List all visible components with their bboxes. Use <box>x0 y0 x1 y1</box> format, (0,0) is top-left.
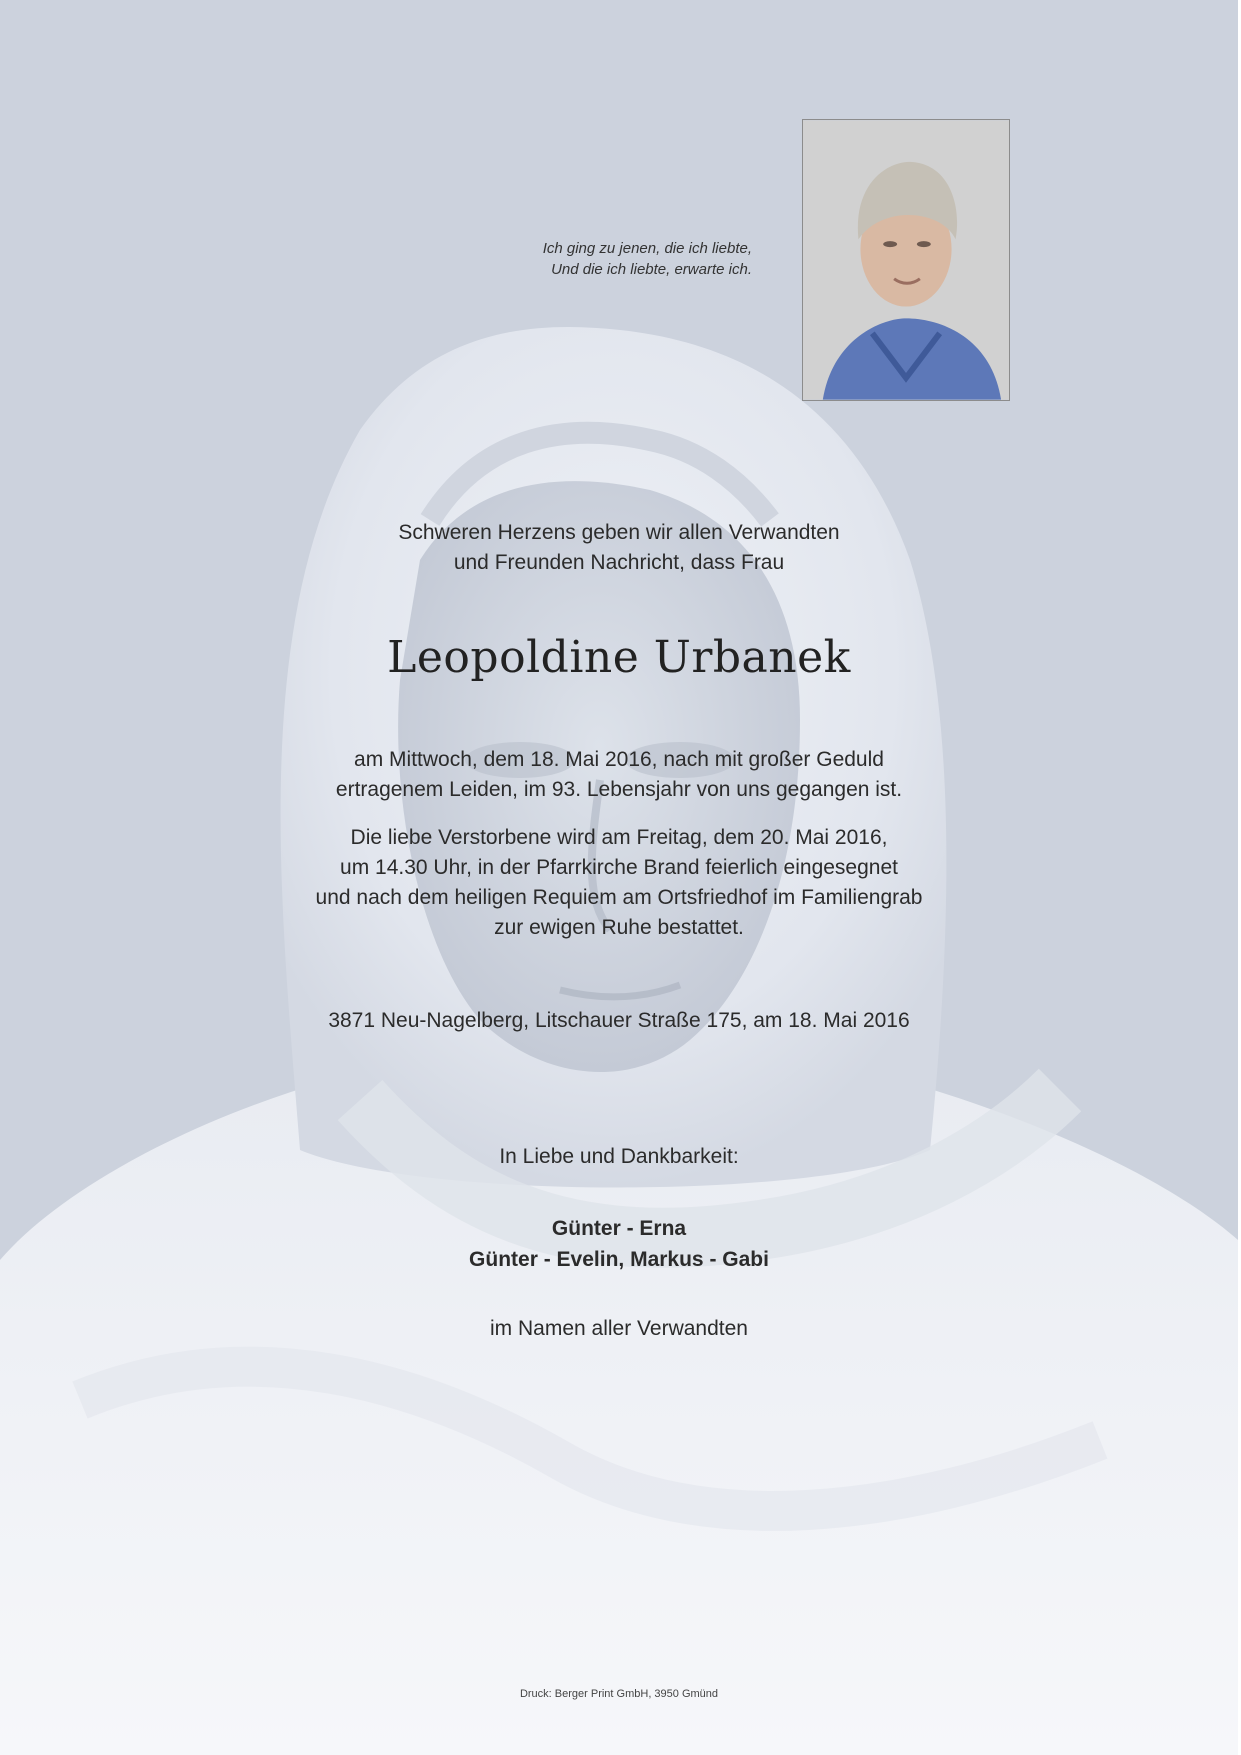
death-line-2: ertragenem Leiden, im 93. Lebensjahr von uns gegangen ist. <box>335 778 903 801</box>
funeral-line-3: und nach dem heiligen Requiem am Ortsfriedhof im Familiengrab <box>315 886 923 909</box>
intro-line-2: und Freunden Nachricht, dass Frau <box>453 551 785 574</box>
intro-line-1: Schweren Herzens geben wir allen Verwandten <box>398 521 840 544</box>
quote-line-2: Und die ich liebte, erwarte ich. <box>551 261 752 278</box>
place-date: 3871 Neu-Nagelberg, Litschauer Straße 175, am 18. Mai 2016 <box>328 1009 910 1032</box>
funeral-paragraph <box>0 823 1238 943</box>
mourners-line-2: Günter - Evelin, Markus - Gabi <box>469 1248 769 1271</box>
memorial-quote <box>470 238 752 280</box>
funeral-line-1: Die liebe Verstorbene wird am Freitag, dem 20. Mai 2016, <box>350 826 888 849</box>
funeral-line-4: zur ewigen Ruhe bestattet. <box>494 916 744 939</box>
death-paragraph <box>0 745 1238 805</box>
death-line-1: am Mittwoch, dem 18. Mai 2016, nach mit großer Geduld <box>354 748 884 771</box>
mourners-names <box>0 1213 1238 1275</box>
mourners-closing: im Namen aller Verwandten <box>490 1317 748 1340</box>
deceased-name: Leopoldine Urbanek <box>387 632 851 683</box>
quote-line-1: Ich ging zu jenen, die ich liebte, <box>542 240 752 257</box>
funeral-line-2: um 14.30 Uhr, in der Pfarrkirche Brand feierlich eingesegnet <box>340 856 898 879</box>
intro-paragraph <box>0 518 1238 578</box>
printer-credit: Druck: Berger Print GmbH, 3950 Gmünd <box>519 1688 719 1700</box>
mourners-line-1: Günter - Erna <box>551 1217 687 1240</box>
portrait-photo <box>802 119 1010 401</box>
mourners-heading: In Liebe und Dankbarkeit: <box>499 1145 739 1168</box>
